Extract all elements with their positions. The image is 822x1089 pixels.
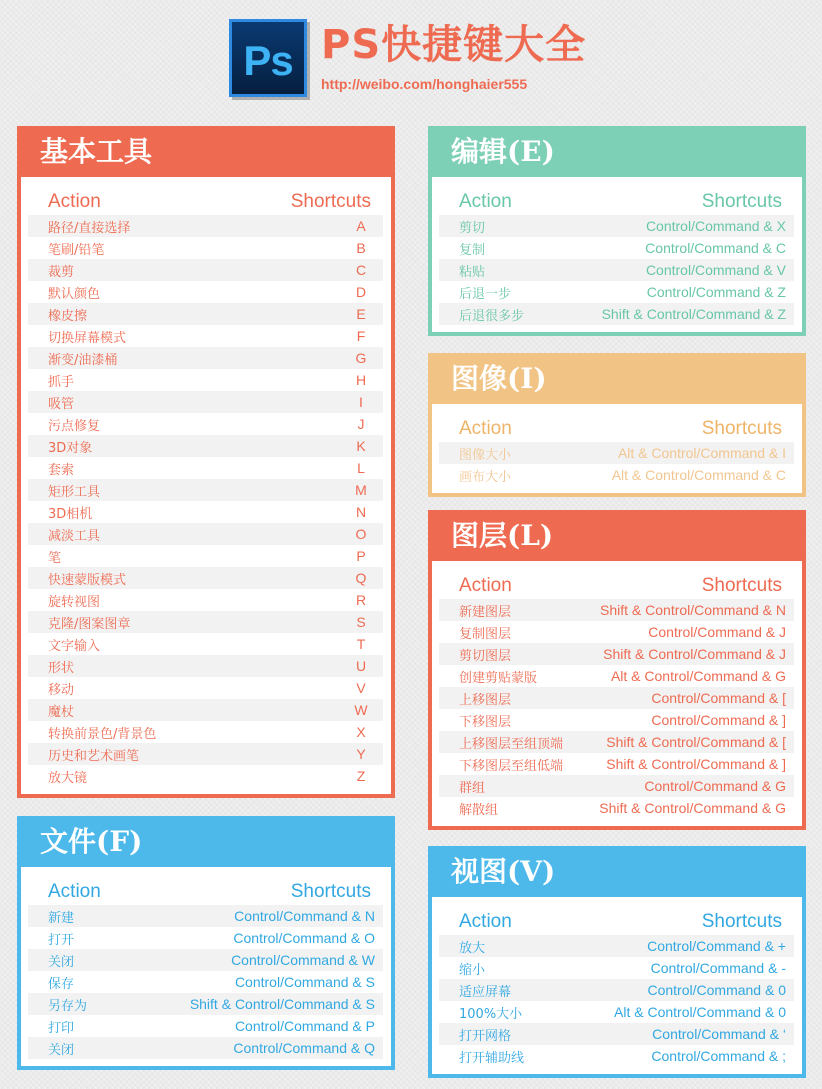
action-label: 移动 [48,682,75,698]
action-label: 关闭 [48,954,75,970]
shortcut-key: Control/Command & N [234,908,375,924]
panel-title: 文件(F) [40,825,143,858]
image-panel [428,353,806,497]
shortcut-row [439,643,794,665]
action-label: 减淡工具 [48,528,101,544]
shortcut-key: T [356,636,366,652]
shortcut-row [439,621,794,643]
shortcut-key: Control/Command & X [645,218,786,234]
action-label: 笔刷/铅笔 [48,242,105,258]
shortcut-row [28,971,383,993]
panel-title: 编辑(E) [451,135,555,168]
action-label: 笔 [48,550,62,566]
panel-body [432,404,802,493]
shortcut-row [28,699,383,721]
shortcut-row [28,993,383,1015]
shortcut-row [439,957,794,979]
action-label: 路径/直接选择 [48,220,131,236]
shortcut-row [28,413,383,435]
shortcut-row [28,589,383,611]
action-label: 后退一步 [459,286,512,302]
action-label: 创建剪贴蒙版 [459,670,538,686]
action-label: 粘贴 [459,264,486,280]
shortcut-key: Alt & Control/Command & G [610,668,786,684]
column-header [439,565,794,597]
shortcut-key: O [355,526,367,542]
shortcut-row [439,665,794,687]
action-label: 新建图层 [459,604,512,620]
shortcut-key: Control/Command & ‘ [652,1026,786,1042]
shortcut-row [28,215,383,237]
action-label: 图像大小 [459,447,512,463]
shortcut-row [28,457,383,479]
shortcut-row [28,1037,383,1059]
shortcut-row [28,281,383,303]
action-column-label: Action [48,881,101,902]
action-label: 吸管 [48,396,75,412]
action-label: 打开 [48,932,75,948]
action-label: 复制 [459,242,486,258]
panel-title: 图像(I) [451,362,547,395]
shortcuts-column-label: Shortcuts [701,418,782,439]
shortcut-list [439,935,794,1067]
action-label: 打开网格 [459,1028,512,1044]
shortcut-row [439,442,794,464]
shortcut-row [439,731,794,753]
shortcut-row [28,611,383,633]
shortcut-row [28,1015,383,1037]
shortcut-key: Alt & Control/Command & I [617,445,786,461]
shortcut-key: Shift & Control/Command & ] [606,756,786,772]
shortcut-key: M [355,482,367,498]
action-label: 裁剪 [48,264,75,280]
action-label: 默认颜色 [48,286,101,302]
shortcut-row [439,215,794,237]
shortcut-row [28,905,383,927]
basic-tools-panel [17,126,395,798]
shortcuts-column-label: Shortcuts [701,911,782,932]
shortcut-list [28,215,383,787]
action-label: 旋转视图 [48,594,101,610]
panel-title: 图层(L) [451,519,554,552]
shortcut-key: S [356,614,366,630]
shortcut-key: Control/Command & - [650,960,786,976]
column-header [28,871,383,903]
shortcut-row [28,765,383,787]
shortcut-key: J [357,416,365,432]
shortcut-row [28,655,383,677]
action-label: 上移图层至组顶端 [459,736,564,752]
action-column-label: Action [459,418,512,439]
shortcut-row [28,523,383,545]
action-label: 关闭 [48,1042,75,1058]
action-label: 上移图层 [459,692,512,708]
shortcut-key: K [356,438,366,454]
panel-body [21,867,391,1066]
shortcut-row [28,633,383,655]
action-label: 转换前景色/背景色 [48,726,157,742]
view-panel [428,846,806,1078]
shortcut-row [28,743,383,765]
shortcut-row [439,281,794,303]
action-label: 套索 [48,462,75,478]
shortcut-key: N [355,504,367,520]
action-column-label: Action [459,911,512,932]
shortcut-key: Shift & Control/Command & S [189,996,375,1012]
shortcut-list [439,215,794,325]
shortcut-key: Control/Command & S [234,974,375,990]
shortcut-key: Control/Command & 0 [647,982,786,998]
shortcut-key: Control/Command & ] [651,712,786,728]
shortcut-key: X [356,724,366,740]
shortcut-key: W [354,702,368,718]
column-header [439,181,794,213]
action-label: 3D相机 [48,506,93,522]
shortcut-key: Shift & Control/Command & G [599,800,786,816]
shortcut-row [28,237,383,259]
shortcut-key: Control/Command & [ [651,690,786,706]
shortcut-key: F [356,328,366,344]
shortcut-row [28,325,383,347]
shortcut-key: U [355,658,367,674]
action-label: 切换屏幕模式 [48,330,127,346]
shortcut-key: Z [356,768,366,784]
shortcut-row [439,709,794,731]
panel-title: 视图(V) [451,855,556,888]
action-label: 打开辅助线 [459,1050,525,1066]
action-label: 群组 [459,780,486,796]
shortcut-row [28,545,383,567]
shortcut-row [439,464,794,486]
shortcut-key: V [356,680,366,696]
shortcut-row [28,391,383,413]
shortcut-key: E [356,306,366,322]
action-column-label: Action [48,191,101,212]
logo-text: Ps [243,37,293,84]
action-label: 橡皮擦 [48,308,88,324]
shortcut-key: Control/Command & ; [651,1048,786,1064]
action-label: 剪切图层 [459,648,512,664]
shortcut-key: Control/Command & W [231,952,375,968]
shortcut-row [439,775,794,797]
shortcut-key: Shift & Control/Command & [ [606,734,786,750]
action-label: 文字输入 [48,638,101,654]
shortcut-key: Control/Command & O [233,930,375,946]
shortcut-key: B [356,240,366,256]
shortcut-key: Control/Command & + [647,938,786,954]
action-label: 后退很多步 [459,308,525,324]
shortcut-row [28,259,383,281]
panel-body [21,177,391,794]
shortcut-key: D [355,284,367,300]
action-label: 克隆/图案图章 [48,616,131,632]
column-header [28,181,383,213]
shortcut-row [28,369,383,391]
shortcut-row [439,935,794,957]
shortcut-row [439,259,794,281]
shortcuts-column-label: Shortcuts [290,881,371,902]
shortcut-row [439,753,794,775]
shortcut-key: I [359,394,363,410]
shortcut-key: Shift & Control/Command & N [600,602,786,618]
action-label: 魔杖 [48,704,75,720]
shortcut-key: Control/Command & P [234,1018,375,1034]
action-label: 保存 [48,976,75,992]
shortcut-row [439,979,794,1001]
shortcut-row [28,303,383,325]
action-label: 画布大小 [459,469,512,485]
action-label: 新建 [48,910,75,926]
shortcut-row [439,687,794,709]
action-label: 放大镜 [48,770,88,786]
action-label: 形状 [48,660,75,676]
action-label: 下移图层至组低端 [459,758,564,774]
panel-body [432,897,802,1074]
column-header [439,408,794,440]
shortcut-row [28,721,383,743]
shortcuts-column-label: Shortcuts [290,191,371,212]
shortcut-list [439,442,794,486]
action-label: 3D对象 [48,440,93,456]
shortcut-key: Alt & Control/Command & 0 [614,1004,786,1020]
photoshop-logo-icon [229,19,307,97]
shortcut-key: Control/Command & G [644,778,786,794]
action-label: 剪切 [459,220,486,236]
shortcut-row [439,1001,794,1023]
shortcut-key: Control/Command & V [645,262,786,278]
weibo-link[interactable]: http://weibo.com/honghaier555 [321,76,528,92]
action-column-label: Action [459,575,512,596]
action-label: 解散组 [459,802,499,818]
action-column-label: Action [459,191,512,212]
action-label: 适应屏幕 [459,984,512,1000]
action-label: 复制图层 [459,626,512,642]
shortcut-row [439,237,794,259]
layer-panel [428,510,806,830]
shortcut-row [28,677,383,699]
file-panel [17,816,395,1070]
shortcut-row [28,347,383,369]
shortcut-row [28,567,383,589]
column-header [439,901,794,933]
shortcut-key: Shift & Control/Command & J [603,646,786,662]
shortcut-row [28,479,383,501]
shortcut-key: Control/Command & Q [233,1040,375,1056]
shortcut-row [28,501,383,523]
shortcut-row [28,435,383,457]
action-label: 渐变/油漆桶 [48,352,118,368]
edit-panel [428,126,806,336]
action-label: 污点修复 [48,418,101,434]
shortcut-key: R [355,592,367,608]
action-label: 快速蒙版模式 [48,572,127,588]
action-label: 打印 [48,1020,75,1036]
shortcut-key: L [357,460,365,476]
action-label: 缩小 [459,962,486,978]
panel-body [432,177,802,332]
action-label: 矩形工具 [48,484,101,500]
shortcut-key: Control/Command & Z [646,284,786,300]
shortcuts-column-label: Shortcuts [701,191,782,212]
shortcut-row [439,1045,794,1067]
action-label: 100%大小 [459,1006,523,1022]
action-label: 下移图层 [459,714,512,730]
shortcut-key: A [356,218,366,234]
shortcut-list [439,599,794,819]
action-label: 历史和艺术画笔 [48,748,140,764]
panel-title: 基本工具 [40,135,153,168]
page-title: PS快捷键大全 [321,22,587,68]
action-label: 放大 [459,940,486,956]
shortcut-key: Y [356,746,366,762]
shortcut-key: Shift & Control/Command & Z [601,306,786,322]
shortcuts-column-label: Shortcuts [701,575,782,596]
shortcut-key: Control/Command & C [645,240,786,256]
shortcut-row [439,1023,794,1045]
panel-body [432,561,802,826]
shortcut-list [28,905,383,1059]
shortcut-row [439,599,794,621]
shortcut-row [28,927,383,949]
shortcut-key: G [355,350,367,366]
shortcut-key: C [355,262,367,278]
shortcut-key: P [356,548,366,564]
shortcut-key: Q [355,570,367,586]
shortcut-row [439,303,794,325]
shortcut-key: H [355,372,367,388]
action-label: 抓手 [48,374,75,390]
shortcut-key: Alt & Control/Command & C [611,467,786,483]
shortcut-key: Control/Command & J [648,624,786,640]
action-label: 另存为 [48,998,88,1014]
shortcut-row [28,949,383,971]
shortcut-row [439,797,794,819]
